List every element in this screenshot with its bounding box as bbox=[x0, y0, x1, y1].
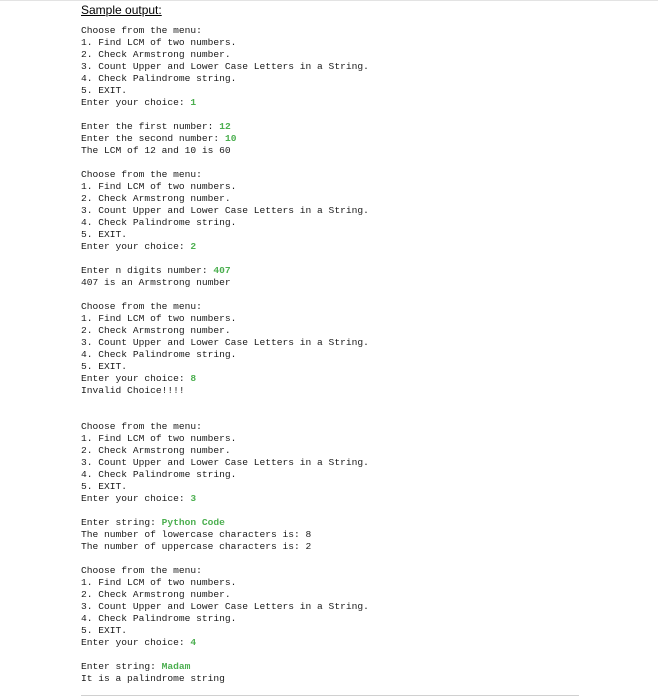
console-text: Enter the second number: bbox=[81, 133, 225, 144]
console-line bbox=[81, 229, 641, 241]
console-text: Invalid Choice!!!! bbox=[81, 385, 185, 396]
console-text: The LCM of 12 and 10 is 60 bbox=[81, 145, 231, 156]
console-line bbox=[81, 169, 641, 181]
console-line bbox=[81, 217, 641, 229]
console-text: The number of lowercase characters is: 8 bbox=[81, 529, 312, 540]
user-input: Madam bbox=[161, 661, 191, 672]
console-line bbox=[81, 541, 641, 553]
console-text: Choose from the menu: bbox=[81, 169, 202, 180]
console-text: 3. Count Upper and Lower Case Letters in a String. bbox=[81, 61, 369, 72]
console-text: 1. Find LCM of two numbers. bbox=[81, 433, 237, 444]
console-output bbox=[81, 25, 641, 685]
console-line bbox=[81, 481, 641, 493]
user-input: 8 bbox=[190, 373, 197, 384]
console-text: 2. Check Armstrong number. bbox=[81, 325, 231, 336]
console-line bbox=[81, 73, 641, 85]
console-line bbox=[81, 505, 641, 517]
console-line bbox=[81, 145, 641, 157]
console-text: 2. Check Armstrong number. bbox=[81, 445, 231, 456]
console-text: Enter your choice: bbox=[81, 637, 191, 648]
console-line bbox=[81, 577, 641, 589]
sample-output-heading: Sample output: bbox=[81, 3, 162, 17]
console-line bbox=[81, 565, 641, 577]
console-line bbox=[81, 373, 641, 385]
console-line bbox=[81, 349, 641, 361]
console-line bbox=[81, 181, 641, 193]
user-input: Python Code bbox=[161, 517, 225, 528]
console-line bbox=[81, 553, 641, 565]
user-input: 4 bbox=[190, 637, 197, 648]
console-line bbox=[81, 253, 641, 265]
console-text: 5. EXIT. bbox=[81, 481, 128, 492]
console-text: Choose from the menu: bbox=[81, 421, 202, 432]
bottom-divider bbox=[81, 695, 579, 696]
console-line bbox=[81, 517, 641, 529]
console-text: 5. EXIT. bbox=[81, 229, 128, 240]
console-line bbox=[81, 193, 641, 205]
console-line bbox=[81, 589, 641, 601]
console-line bbox=[81, 277, 641, 289]
console-text: Enter your choice: bbox=[81, 493, 191, 504]
console-line bbox=[81, 49, 641, 61]
console-line bbox=[81, 289, 641, 301]
console-line bbox=[81, 301, 641, 313]
console-line bbox=[81, 325, 641, 337]
console-line bbox=[81, 313, 641, 325]
console-text: 1. Find LCM of two numbers. bbox=[81, 313, 237, 324]
console-line bbox=[81, 25, 641, 37]
console-text: Enter your choice: bbox=[81, 241, 191, 252]
console-line bbox=[81, 397, 641, 409]
console-text: Choose from the menu: bbox=[81, 301, 202, 312]
console-line bbox=[81, 613, 641, 625]
console-text: Enter string: bbox=[81, 661, 162, 672]
console-line bbox=[81, 109, 641, 121]
console-text: 4. Check Palindrome string. bbox=[81, 349, 237, 360]
user-input: 407 bbox=[213, 265, 231, 276]
console-line bbox=[81, 37, 641, 49]
console-line bbox=[81, 493, 641, 505]
console-line bbox=[81, 133, 641, 145]
console-text: Enter n digits number: bbox=[81, 265, 214, 276]
console-text: Enter string: bbox=[81, 517, 162, 528]
console-line bbox=[81, 241, 641, 253]
console-text: 1. Find LCM of two numbers. bbox=[81, 37, 237, 48]
console-text: Choose from the menu: bbox=[81, 565, 202, 576]
console-line bbox=[81, 529, 641, 541]
console-text: 2. Check Armstrong number. bbox=[81, 193, 231, 204]
console-text: 5. EXIT. bbox=[81, 361, 128, 372]
console-line bbox=[81, 97, 641, 109]
console-line bbox=[81, 457, 641, 469]
top-divider bbox=[0, 0, 658, 1]
console-line bbox=[81, 433, 641, 445]
console-line bbox=[81, 673, 641, 685]
console-text: 3. Count Upper and Lower Case Letters in a String. bbox=[81, 337, 369, 348]
console-line bbox=[81, 85, 641, 97]
console-line bbox=[81, 157, 641, 169]
console-text: 2. Check Armstrong number. bbox=[81, 49, 231, 60]
console-line bbox=[81, 61, 641, 73]
console-text: 4. Check Palindrome string. bbox=[81, 469, 237, 480]
console-text: 5. EXIT. bbox=[81, 85, 128, 96]
console-line bbox=[81, 385, 641, 397]
console-text: 407 is an Armstrong number bbox=[81, 277, 231, 288]
console-line bbox=[81, 265, 641, 277]
console-text: 4. Check Palindrome string. bbox=[81, 613, 237, 624]
console-text: 3. Count Upper and Lower Case Letters in a String. bbox=[81, 205, 369, 216]
user-input: 12 bbox=[219, 121, 231, 132]
console-text: 1. Find LCM of two numbers. bbox=[81, 181, 237, 192]
user-input: 2 bbox=[190, 241, 197, 252]
user-input: 3 bbox=[190, 493, 197, 504]
console-text: It is a palindrome string bbox=[81, 673, 225, 684]
console-line bbox=[81, 445, 641, 457]
console-text: Enter the first number: bbox=[81, 121, 220, 132]
console-text: 4. Check Palindrome string. bbox=[81, 73, 237, 84]
console-line bbox=[81, 361, 641, 373]
user-input: 1 bbox=[190, 97, 197, 108]
console-text: Choose from the menu: bbox=[81, 25, 202, 36]
console-text: 5. EXIT. bbox=[81, 625, 128, 636]
user-input: 10 bbox=[224, 133, 237, 144]
console-line bbox=[81, 409, 641, 421]
console-line bbox=[81, 601, 641, 613]
console-text: Enter your choice: bbox=[81, 373, 191, 384]
console-line bbox=[81, 205, 641, 217]
console-line bbox=[81, 421, 641, 433]
console-text: 3. Count Upper and Lower Case Letters in a String. bbox=[81, 457, 369, 468]
console-line bbox=[81, 337, 641, 349]
console-text: 1. Find LCM of two numbers. bbox=[81, 577, 237, 588]
console-line bbox=[81, 649, 641, 661]
console-text: 3. Count Upper and Lower Case Letters in a String. bbox=[81, 601, 369, 612]
console-text: 2. Check Armstrong number. bbox=[81, 589, 231, 600]
console-line bbox=[81, 637, 641, 649]
console-text: The number of uppercase characters is: 2 bbox=[81, 541, 312, 552]
console-text: Enter your choice: bbox=[81, 97, 191, 108]
console-text: 4. Check Palindrome string. bbox=[81, 217, 237, 228]
console-line bbox=[81, 121, 641, 133]
console-line bbox=[81, 625, 641, 637]
console-line bbox=[81, 661, 641, 673]
console-line bbox=[81, 469, 641, 481]
